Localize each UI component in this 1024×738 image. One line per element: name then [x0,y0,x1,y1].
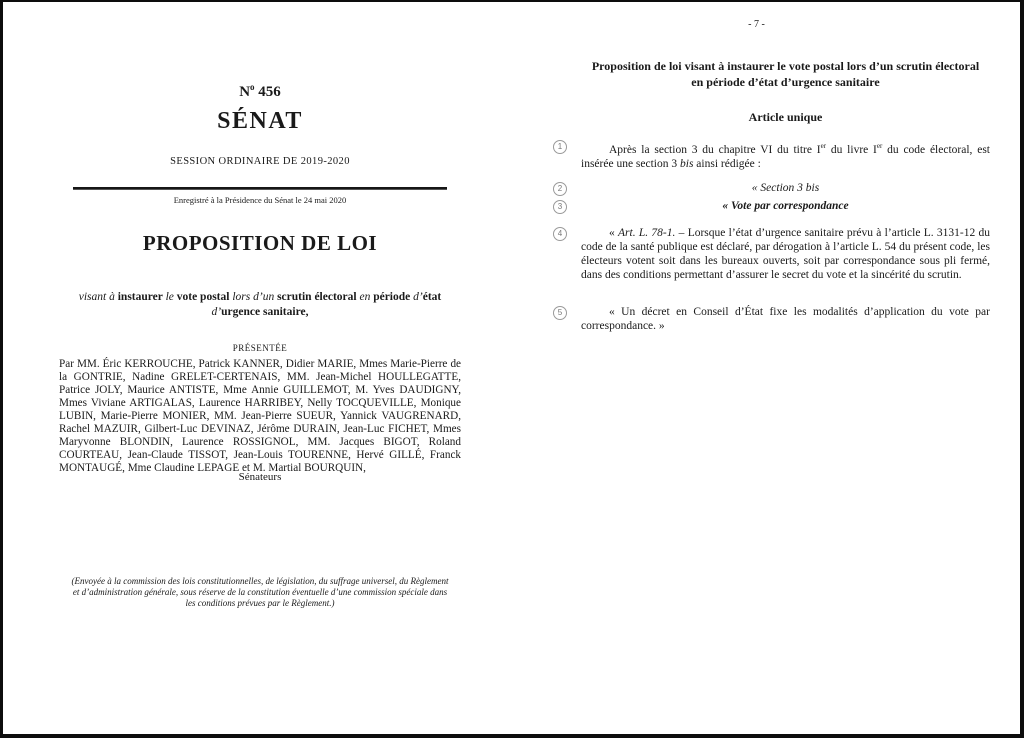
subtitle-segment: le [165,291,177,303]
paragraph-1 [557,139,990,171]
superscript-er: er [820,142,827,150]
paragraph-number-badge: 2 [553,182,567,196]
subtitle-segment: urgence sanitaire, [221,305,309,318]
subtitle-segment: état [422,291,442,303]
article-reference: Art. L. 78-1. [618,227,676,239]
doc-number-n: N [239,84,251,100]
session-line: SESSION ORDINAIRE DE 2019-2020 [170,156,350,167]
superscript-er: er [876,142,883,150]
subtitle-segment: d’ [413,291,423,303]
section-subheading: « Vote par correspondance [722,200,849,212]
authors-paragraph: Par MM. Éric KERROUCHE, Patrick KANNER, Didier MARIE, Mmes Marie-Pierre de la GONTRIE, Nadine GRELET-CERTENAIS, MM. Jean-Michel HOULLEGATTE, Patrice JOLY, Maurice ANTISTE, Mme Annie GUILLEMOT, M. Yves DAUDIGNY, Mmes Viviane ARTIGALAS, Laurence HARRIBEY, Nelly TOCQUEVILLE, Monique LUBIN, Marie-Pierre MONIER, MM. Jean-Pierre SUEUR, Yannick VAUGRENARD, Rachel MAZUIR, Gilbert-Luc DEVINAZ, Jérôme DURAIN, Jean-Luc FICHET, Mmes Maryvonne BLONDIN, Laurence ROSSIGNOL, MM. Jacques BIGOT, Roland COURTEAU, Jean-Claude TISSOT, Jean-Louis TOURENNE, Hervé GILLÉ, Franck MONTAUGÉ, Mme Claudine LEPAGE et M. Martial BOURQUIN, [59,358,461,474]
cover-page [59,2,461,734]
paragraph-2 [557,181,990,195]
page-number: - 7 - [748,19,765,30]
proposal-title-line1: Proposition de loi visant à instaurer le vote postal lors d’un scrutin électoral [591,59,980,73]
doc-type-title: PROPOSITION DE LOI [142,231,378,255]
subtitle-segment: lors d’un [232,291,278,303]
separator-rule [73,187,447,190]
paragraph-1-bis: bis [680,157,694,170]
subtitle-segment: instaurer [117,291,166,303]
paragraph-number-badge: 4 [553,227,567,241]
authors-role-label: Sénateurs [238,471,282,483]
subtitle-segment: d’ [211,305,222,318]
doc-number-value: 456 [254,84,281,100]
paragraph-1-text: Après la section 3 du chapitre VI du titre I [609,143,821,156]
content-page [557,2,991,734]
paragraph-number-badge: 5 [553,306,567,320]
proposal-title-line2: en période d’état d’urgence sanitaire [691,74,880,89]
senat-title: SÉNAT [217,108,303,134]
subtitle-segment: scrutin électoral [277,291,360,303]
registration-line: Enregistré à la Présidence du Sénat le 24 mai 2020 [173,195,347,205]
section-heading: « Section 3 bis [751,182,820,194]
paragraph-number-badge: 1 [553,140,567,154]
proposal-title [581,59,990,90]
subtitle-segment: période [373,291,414,303]
commission-note: (Envoyée à la commission des lois constitutionnelles, de législation, du suffrage universel, du Règlement et d’administration générale, sous réserve de la constitution éventuelle d’une commission spéciale dans les conditions prévues par le Règlement.) [71,576,449,608]
paragraph-4-open: « [609,227,619,239]
subtitle-segment: en [359,291,374,303]
paragraph-1-text: du code électoral, est insérée une section 3 [581,143,990,170]
subtitle-segment: visant à [78,291,118,303]
doc-number [59,82,461,101]
doc-number-ordinal: o [250,82,255,92]
paragraph-5-text: « Un décret en Conseil d’État fixe les modalités d’application du vote par correspondance. » [581,306,990,332]
paragraph-4-text: – Lorsque l’état d’urgence sanitaire prévu à l’article L. 3131-12 du code de la santé publique est déclaré, par dérogation à l’article L. 54 du présent code, les électeurs votent soit dans les bureaux ouverts, soit par correspondance sous pli fermé, dans des conditions permettant d’assurer le secret du vote et la sincérité du scrutin. [581,227,991,281]
article-heading: Article unique [748,110,823,124]
subtitle-segment: vote postal [176,291,233,303]
paragraph-4 [557,226,991,282]
paragraph-1-text: du livre I [826,143,877,156]
paragraph-5 [557,305,990,333]
presented-label: PRÉSENTÉE [232,343,288,353]
paragraph-1-text: ainsi rédigée : [693,157,761,170]
paragraph-number-badge: 3 [553,200,567,214]
paragraph-3 [557,199,990,213]
subtitle [59,290,461,319]
